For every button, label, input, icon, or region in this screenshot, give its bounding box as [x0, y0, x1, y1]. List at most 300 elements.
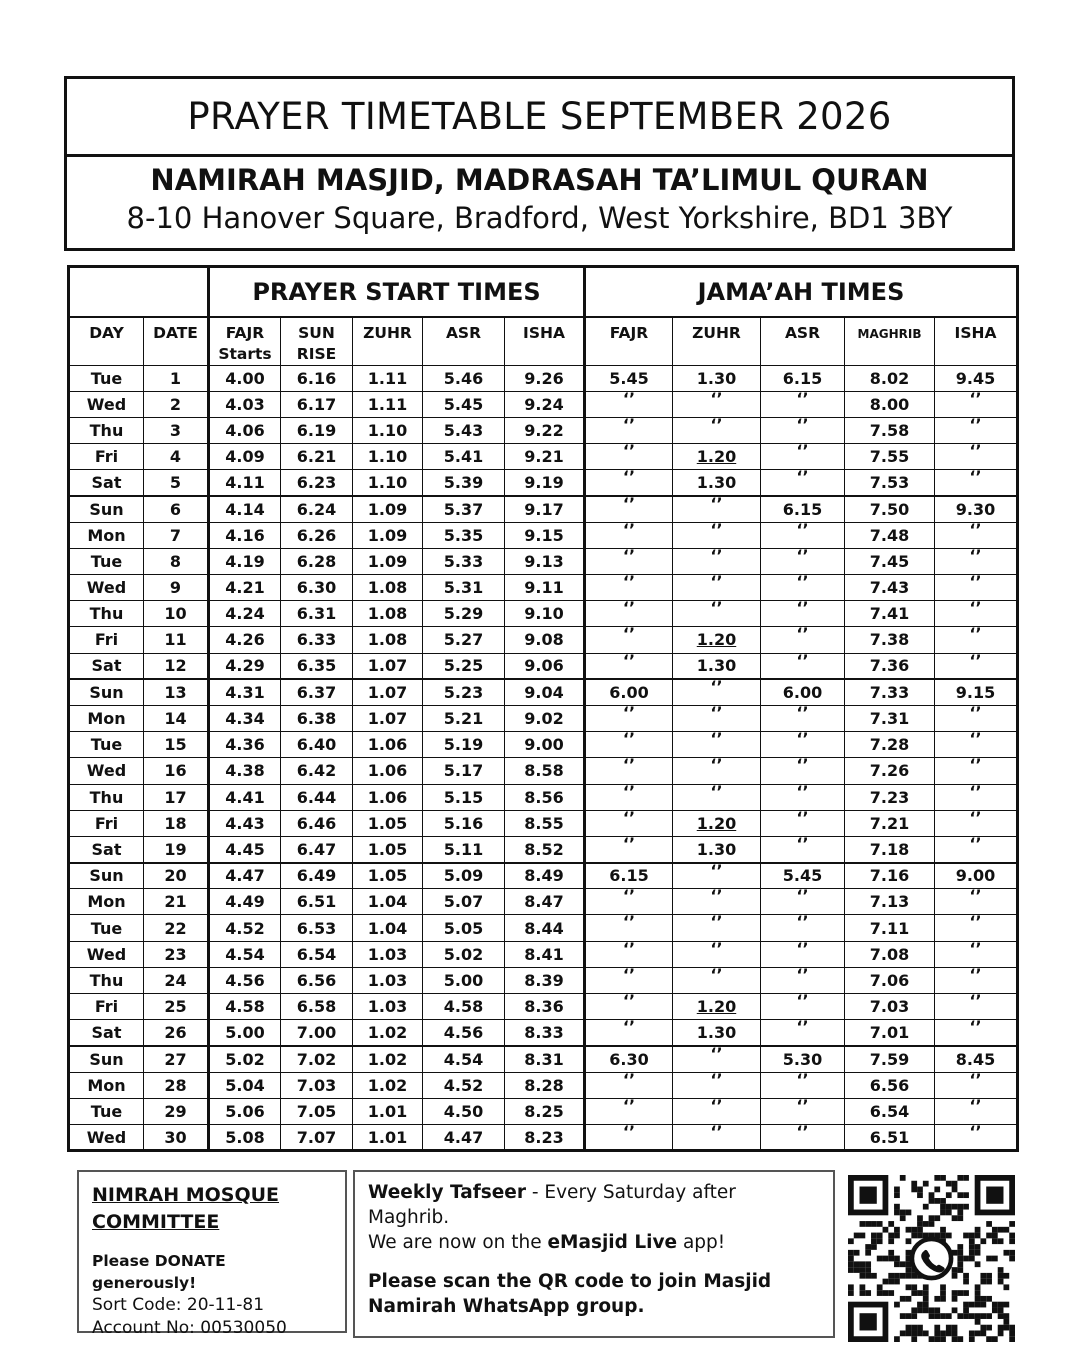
cell-date: 15 — [144, 732, 209, 758]
cell-asr-start: 5.29 — [423, 601, 505, 627]
cell-isha-jamaah: ‘’ — [935, 470, 1018, 496]
cell-isha-jamaah: ‘’ — [935, 994, 1018, 1020]
cell-isha-start: 9.21 — [505, 444, 585, 470]
cell-isha-start: 9.24 — [505, 391, 585, 417]
cell-sunrise: 6.49 — [281, 863, 353, 889]
table-row — [69, 1020, 1018, 1046]
mosque-address: 8-10 Hanover Square, Bradford, West Yorkshire, BD1 3BY — [126, 201, 953, 235]
cell-zuhr-start: 1.11 — [353, 391, 423, 417]
cell-fajr-start: 4.16 — [209, 522, 281, 548]
cell-maghrib-jamaah: 7.13 — [845, 889, 935, 915]
cell-isha-start: 8.49 — [505, 863, 585, 889]
cell-fajr-jamaah: ‘’ — [585, 705, 673, 731]
cell-fajr-start: 4.24 — [209, 601, 281, 627]
cell-fajr-start: 5.04 — [209, 1072, 281, 1098]
cell-sunrise: 6.33 — [281, 627, 353, 653]
cell-zuhr-start: 1.07 — [353, 653, 423, 679]
cell-sunrise: 7.03 — [281, 1072, 353, 1098]
cell-asr-start: 5.33 — [423, 548, 505, 574]
cell-isha-start: 8.56 — [505, 784, 585, 810]
col-date: DATE — [144, 317, 209, 366]
cell-fajr-start: 4.11 — [209, 470, 281, 496]
cell-sunrise: 7.02 — [281, 1046, 353, 1072]
cell-fajr-start: 4.52 — [209, 915, 281, 941]
cell-isha-start: 8.31 — [505, 1046, 585, 1072]
cell-maghrib-jamaah: 7.28 — [845, 732, 935, 758]
cell-fajr-jamaah: ‘’ — [585, 889, 673, 915]
cell-date: 16 — [144, 758, 209, 784]
cell-asr-jamaah: ‘’ — [761, 548, 845, 574]
cell-asr-jamaah: ‘’ — [761, 1124, 845, 1150]
cell-isha-start: 8.47 — [505, 889, 585, 915]
cell-fajr-jamaah: ‘’ — [585, 994, 673, 1020]
cell-zuhr-jamaah: ‘’ — [673, 1124, 761, 1150]
donate-text: Please DONATE generously! — [92, 1252, 226, 1292]
cell-maghrib-jamaah: 7.11 — [845, 915, 935, 941]
cell-sunrise: 6.40 — [281, 732, 353, 758]
cell-isha-start: 9.06 — [505, 653, 585, 679]
cell-isha-jamaah: 9.30 — [935, 496, 1018, 522]
cell-zuhr-jamaah: ‘’ — [673, 679, 761, 705]
table-row — [69, 732, 1018, 758]
whatsapp-qr-code-icon[interactable] — [848, 1175, 1015, 1342]
cell-isha-start: 9.22 — [505, 417, 585, 443]
cell-date: 9 — [144, 575, 209, 601]
cell-maghrib-jamaah: 7.48 — [845, 522, 935, 548]
cell-date: 10 — [144, 601, 209, 627]
cell-date: 30 — [144, 1124, 209, 1150]
cell-day: Wed — [69, 941, 144, 967]
table-row — [69, 444, 1018, 470]
cell-zuhr-jamaah: ‘’ — [673, 1098, 761, 1124]
cell-isha-jamaah: ‘’ — [935, 941, 1018, 967]
cell-zuhr-start: 1.05 — [353, 836, 423, 862]
table-row — [69, 889, 1018, 915]
table-row — [69, 365, 1018, 391]
cell-isha-jamaah: ‘’ — [935, 732, 1018, 758]
cell-maghrib-jamaah: 7.53 — [845, 470, 935, 496]
cell-asr-jamaah: ‘’ — [761, 601, 845, 627]
cell-zuhr-jamaah: ‘’ — [673, 784, 761, 810]
cell-zuhr-jamaah: ‘’ — [673, 1046, 761, 1072]
cell-zuhr-jamaah: ‘’ — [673, 575, 761, 601]
cell-maghrib-jamaah: 7.43 — [845, 575, 935, 601]
cell-sunrise: 6.26 — [281, 522, 353, 548]
cell-asr-start: 5.19 — [423, 732, 505, 758]
cell-day: Tue — [69, 365, 144, 391]
cell-day: Sat — [69, 1020, 144, 1046]
cell-day: Fri — [69, 994, 144, 1020]
cell-asr-jamaah: ‘’ — [761, 732, 845, 758]
cell-isha-jamaah: ‘’ — [935, 705, 1018, 731]
cell-isha-start: 9.13 — [505, 548, 585, 574]
cell-zuhr-start: 1.07 — [353, 679, 423, 705]
cell-zuhr-jamaah: 1.20 — [673, 810, 761, 836]
table-row — [69, 1098, 1018, 1124]
qr-note: Please scan the QR code to join Masjid Namirah WhatsApp group. — [368, 1271, 772, 1317]
mosque-name: NAMIRAH MASJID, MADRASAH TA’LIMUL QURAN — [150, 163, 929, 197]
cell-day: Sat — [69, 653, 144, 679]
cell-sunrise: 6.24 — [281, 496, 353, 522]
cell-maghrib-jamaah: 7.06 — [845, 967, 935, 993]
table-row — [69, 627, 1018, 653]
cell-zuhr-jamaah: ‘’ — [673, 915, 761, 941]
cell-asr-jamaah: ‘’ — [761, 391, 845, 417]
cell-zuhr-start: 1.02 — [353, 1046, 423, 1072]
cell-day: Thu — [69, 601, 144, 627]
cell-sunrise: 7.07 — [281, 1124, 353, 1150]
table-row — [69, 391, 1018, 417]
cell-sunrise: 6.28 — [281, 548, 353, 574]
cell-isha-jamaah: ‘’ — [935, 784, 1018, 810]
cell-zuhr-start: 1.05 — [353, 810, 423, 836]
col-maghrib-jamaah: MAGHRIB — [845, 317, 935, 366]
cell-date: 14 — [144, 705, 209, 731]
cell-asr-jamaah: ‘’ — [761, 941, 845, 967]
table-row — [69, 575, 1018, 601]
cell-day: Mon — [69, 889, 144, 915]
cell-date: 24 — [144, 967, 209, 993]
cell-day: Sat — [69, 470, 144, 496]
cell-zuhr-start: 1.10 — [353, 444, 423, 470]
cell-maghrib-jamaah: 7.36 — [845, 653, 935, 679]
cell-date: 6 — [144, 496, 209, 522]
cell-sunrise: 6.38 — [281, 705, 353, 731]
cell-isha-start: 8.25 — [505, 1098, 585, 1124]
cell-maghrib-jamaah: 7.31 — [845, 705, 935, 731]
cell-asr-start: 5.43 — [423, 417, 505, 443]
cell-asr-jamaah: ‘’ — [761, 915, 845, 941]
cell-date: 3 — [144, 417, 209, 443]
col-zuhr-start: ZUHR — [353, 317, 423, 366]
cell-fajr-start: 4.54 — [209, 941, 281, 967]
table-row — [69, 1046, 1018, 1072]
table-row — [69, 994, 1018, 1020]
cell-sunrise: 6.30 — [281, 575, 353, 601]
cell-day: Tue — [69, 732, 144, 758]
cell-asr-start: 5.41 — [423, 444, 505, 470]
cell-sunrise: 6.53 — [281, 915, 353, 941]
cell-zuhr-start: 1.06 — [353, 758, 423, 784]
cell-asr-start: 5.00 — [423, 967, 505, 993]
cell-sunrise: 6.37 — [281, 679, 353, 705]
cell-isha-start: 9.15 — [505, 522, 585, 548]
cell-fajr-start: 4.43 — [209, 810, 281, 836]
cell-isha-start: 8.41 — [505, 941, 585, 967]
cell-date: 8 — [144, 548, 209, 574]
cell-isha-jamaah: ‘’ — [935, 889, 1018, 915]
cell-asr-jamaah: 5.30 — [761, 1046, 845, 1072]
cell-date: 2 — [144, 391, 209, 417]
info-box — [353, 1170, 835, 1338]
cell-fajr-jamaah: ‘’ — [585, 1020, 673, 1046]
cell-day: Sun — [69, 496, 144, 522]
cell-day: Sun — [69, 679, 144, 705]
cell-isha-start: 9.00 — [505, 732, 585, 758]
cell-sunrise: 6.46 — [281, 810, 353, 836]
cell-isha-jamaah: ‘’ — [935, 915, 1018, 941]
cell-zuhr-jamaah: ‘’ — [673, 548, 761, 574]
cell-zuhr-start: 1.09 — [353, 548, 423, 574]
cell-isha-jamaah: ‘’ — [935, 1072, 1018, 1098]
app-note: We are now on the eMasjid Live app! — [368, 1232, 726, 1253]
cell-maghrib-jamaah: 6.56 — [845, 1072, 935, 1098]
cell-asr-jamaah: 6.15 — [761, 496, 845, 522]
cell-isha-start: 9.10 — [505, 601, 585, 627]
cell-maghrib-jamaah: 7.26 — [845, 758, 935, 784]
cell-day: Mon — [69, 1072, 144, 1098]
cell-fajr-start: 4.06 — [209, 417, 281, 443]
group-prayer-start: PRAYER START TIMES — [209, 267, 585, 317]
cell-fajr-jamaah: ‘’ — [585, 496, 673, 522]
cell-isha-jamaah: 9.00 — [935, 863, 1018, 889]
cell-date: 19 — [144, 836, 209, 862]
cell-day: Thu — [69, 417, 144, 443]
cell-sunrise: 6.31 — [281, 601, 353, 627]
cell-date: 4 — [144, 444, 209, 470]
cell-fajr-jamaah: ‘’ — [585, 967, 673, 993]
cell-maghrib-jamaah: 7.08 — [845, 941, 935, 967]
cell-zuhr-jamaah: ‘’ — [673, 391, 761, 417]
cell-fajr-start: 4.56 — [209, 967, 281, 993]
cell-isha-start: 9.26 — [505, 365, 585, 391]
cell-asr-start: 5.16 — [423, 810, 505, 836]
cell-day: Tue — [69, 548, 144, 574]
cell-isha-jamaah: ‘’ — [935, 758, 1018, 784]
cell-zuhr-start: 1.11 — [353, 365, 423, 391]
cell-zuhr-jamaah: ‘’ — [673, 889, 761, 915]
cell-fajr-start: 4.31 — [209, 679, 281, 705]
cell-maghrib-jamaah: 7.03 — [845, 994, 935, 1020]
prayer-timetable — [67, 265, 1019, 1152]
cell-isha-jamaah: 9.45 — [935, 365, 1018, 391]
cell-zuhr-jamaah: 1.30 — [673, 836, 761, 862]
cell-asr-jamaah: ‘’ — [761, 627, 845, 653]
cell-zuhr-jamaah: ‘’ — [673, 417, 761, 443]
cell-zuhr-start: 1.01 — [353, 1124, 423, 1150]
cell-fajr-start: 4.14 — [209, 496, 281, 522]
cell-isha-start: 8.44 — [505, 915, 585, 941]
cell-day: Fri — [69, 444, 144, 470]
cell-zuhr-start: 1.08 — [353, 601, 423, 627]
cell-fajr-jamaah: ‘’ — [585, 941, 673, 967]
cell-asr-jamaah: ‘’ — [761, 653, 845, 679]
table-row — [69, 915, 1018, 941]
cell-sunrise: 6.35 — [281, 653, 353, 679]
cell-fajr-start: 5.02 — [209, 1046, 281, 1072]
cell-sunrise: 7.00 — [281, 1020, 353, 1046]
table-row — [69, 758, 1018, 784]
cell-maghrib-jamaah: 7.55 — [845, 444, 935, 470]
cell-asr-jamaah: ‘’ — [761, 889, 845, 915]
table-row — [69, 941, 1018, 967]
cell-fajr-jamaah: ‘’ — [585, 470, 673, 496]
cell-fajr-jamaah: 6.00 — [585, 679, 673, 705]
cell-maghrib-jamaah: 7.21 — [845, 810, 935, 836]
cell-zuhr-jamaah: 1.30 — [673, 653, 761, 679]
cell-fajr-start: 4.58 — [209, 994, 281, 1020]
cell-fajr-start: 4.21 — [209, 575, 281, 601]
group-jamaah: JAMA’AH TIMES — [585, 267, 1018, 317]
cell-isha-jamaah: ‘’ — [935, 391, 1018, 417]
cell-zuhr-jamaah: ‘’ — [673, 705, 761, 731]
cell-asr-jamaah: ‘’ — [761, 1072, 845, 1098]
cell-asr-jamaah: ‘’ — [761, 784, 845, 810]
table-row — [69, 836, 1018, 862]
cell-zuhr-start: 1.03 — [353, 994, 423, 1020]
cell-isha-jamaah: ‘’ — [935, 575, 1018, 601]
cell-zuhr-start: 1.09 — [353, 522, 423, 548]
cell-asr-start: 5.11 — [423, 836, 505, 862]
header-box — [64, 76, 1015, 251]
cell-zuhr-jamaah: ‘’ — [673, 1072, 761, 1098]
cell-sunrise: 6.17 — [281, 391, 353, 417]
table-row — [69, 653, 1018, 679]
cell-zuhr-start: 1.04 — [353, 915, 423, 941]
table-row — [69, 496, 1018, 522]
cell-zuhr-jamaah: 1.30 — [673, 1020, 761, 1046]
col-fajr-start: FAJR Starts — [209, 317, 281, 366]
cell-date: 23 — [144, 941, 209, 967]
cell-isha-jamaah: ‘’ — [935, 810, 1018, 836]
cell-date: 27 — [144, 1046, 209, 1072]
cell-zuhr-start: 1.02 — [353, 1020, 423, 1046]
col-day: DAY — [69, 317, 144, 366]
cell-maghrib-jamaah: 7.50 — [845, 496, 935, 522]
cell-asr-start: 5.39 — [423, 470, 505, 496]
cell-asr-jamaah: ‘’ — [761, 994, 845, 1020]
cell-sunrise: 6.56 — [281, 967, 353, 993]
cell-day: Mon — [69, 705, 144, 731]
cell-zuhr-start: 1.06 — [353, 732, 423, 758]
cell-asr-start: 5.15 — [423, 784, 505, 810]
account-number: Account No: 00530050 — [92, 1318, 287, 1338]
cell-zuhr-jamaah: ‘’ — [673, 967, 761, 993]
col-asr-jamaah: ASR — [761, 317, 845, 366]
cell-fajr-jamaah: ‘’ — [585, 575, 673, 601]
cell-zuhr-jamaah: 1.30 — [673, 470, 761, 496]
cell-fajr-start: 4.03 — [209, 391, 281, 417]
cell-zuhr-jamaah: ‘’ — [673, 496, 761, 522]
cell-fajr-jamaah: ‘’ — [585, 601, 673, 627]
cell-isha-jamaah: ‘’ — [935, 967, 1018, 993]
cell-maghrib-jamaah: 7.01 — [845, 1020, 935, 1046]
cell-sunrise: 6.51 — [281, 889, 353, 915]
cell-date: 12 — [144, 653, 209, 679]
cell-asr-start: 5.21 — [423, 705, 505, 731]
cell-asr-jamaah: ‘’ — [761, 810, 845, 836]
cell-isha-jamaah: 9.15 — [935, 679, 1018, 705]
cell-asr-jamaah: 6.00 — [761, 679, 845, 705]
cell-zuhr-jamaah: 1.30 — [673, 365, 761, 391]
cell-asr-start: 4.52 — [423, 1072, 505, 1098]
cell-maghrib-jamaah: 7.18 — [845, 836, 935, 862]
cell-day: Wed — [69, 758, 144, 784]
cell-fajr-jamaah: ‘’ — [585, 391, 673, 417]
table-row — [69, 810, 1018, 836]
cell-date: 29 — [144, 1098, 209, 1124]
cell-fajr-start: 4.34 — [209, 705, 281, 731]
cell-fajr-start: 4.47 — [209, 863, 281, 889]
table-row — [69, 784, 1018, 810]
cell-date: 20 — [144, 863, 209, 889]
cell-fajr-start: 4.41 — [209, 784, 281, 810]
cell-isha-start: 9.19 — [505, 470, 585, 496]
cell-maghrib-jamaah: 7.33 — [845, 679, 935, 705]
cell-sunrise: 6.21 — [281, 444, 353, 470]
table-row — [69, 548, 1018, 574]
cell-day: Sun — [69, 863, 144, 889]
cell-zuhr-jamaah: 1.20 — [673, 444, 761, 470]
cell-date: 25 — [144, 994, 209, 1020]
cell-sunrise: 6.47 — [281, 836, 353, 862]
cell-day: Wed — [69, 1124, 144, 1150]
cell-asr-jamaah: ‘’ — [761, 522, 845, 548]
cell-asr-start: 4.50 — [423, 1098, 505, 1124]
cell-day: Wed — [69, 391, 144, 417]
cell-day: Fri — [69, 627, 144, 653]
cell-date: 7 — [144, 522, 209, 548]
table-row — [69, 967, 1018, 993]
cell-zuhr-jamaah: ‘’ — [673, 758, 761, 784]
cell-asr-jamaah: 6.15 — [761, 365, 845, 391]
cell-day: Wed — [69, 575, 144, 601]
cell-asr-jamaah: ‘’ — [761, 758, 845, 784]
cell-asr-jamaah: ‘’ — [761, 575, 845, 601]
cell-fajr-jamaah: ‘’ — [585, 548, 673, 574]
cell-date: 21 — [144, 889, 209, 915]
cell-fajr-start: 4.29 — [209, 653, 281, 679]
col-zuhr-jamaah: ZUHR — [673, 317, 761, 366]
cell-asr-jamaah: ‘’ — [761, 1098, 845, 1124]
timetable-body — [69, 365, 1018, 1151]
cell-fajr-jamaah: ‘’ — [585, 627, 673, 653]
cell-isha-start: 8.52 — [505, 836, 585, 862]
cell-fajr-start: 4.26 — [209, 627, 281, 653]
cell-isha-start: 8.55 — [505, 810, 585, 836]
cell-maghrib-jamaah: 7.23 — [845, 784, 935, 810]
cell-zuhr-start: 1.02 — [353, 1072, 423, 1098]
cell-isha-start: 9.17 — [505, 496, 585, 522]
col-sunrise: SUN RISE — [281, 317, 353, 366]
cell-sunrise: 7.05 — [281, 1098, 353, 1124]
cell-fajr-jamaah: ‘’ — [585, 444, 673, 470]
cell-fajr-start: 5.00 — [209, 1020, 281, 1046]
cell-asr-start: 4.56 — [423, 1020, 505, 1046]
cell-asr-start: 5.46 — [423, 365, 505, 391]
cell-isha-jamaah: ‘’ — [935, 417, 1018, 443]
cell-isha-start: 8.39 — [505, 967, 585, 993]
cell-fajr-jamaah: 5.45 — [585, 365, 673, 391]
cell-zuhr-start: 1.04 — [353, 889, 423, 915]
cell-isha-jamaah: ‘’ — [935, 548, 1018, 574]
cell-asr-jamaah: ‘’ — [761, 1020, 845, 1046]
cell-asr-jamaah: ‘’ — [761, 705, 845, 731]
cell-day: Mon — [69, 522, 144, 548]
cell-sunrise: 6.42 — [281, 758, 353, 784]
cell-date: 1 — [144, 365, 209, 391]
cell-isha-jamaah: ‘’ — [935, 653, 1018, 679]
cell-maghrib-jamaah: 8.02 — [845, 365, 935, 391]
cell-fajr-start: 4.19 — [209, 548, 281, 574]
col-asr-start: ASR — [423, 317, 505, 366]
table-row — [69, 705, 1018, 731]
cell-fajr-jamaah: ‘’ — [585, 522, 673, 548]
cell-asr-jamaah: ‘’ — [761, 836, 845, 862]
cell-isha-jamaah: ‘’ — [935, 627, 1018, 653]
cell-fajr-jamaah: ‘’ — [585, 653, 673, 679]
col-isha-jamaah: ISHA — [935, 317, 1018, 366]
